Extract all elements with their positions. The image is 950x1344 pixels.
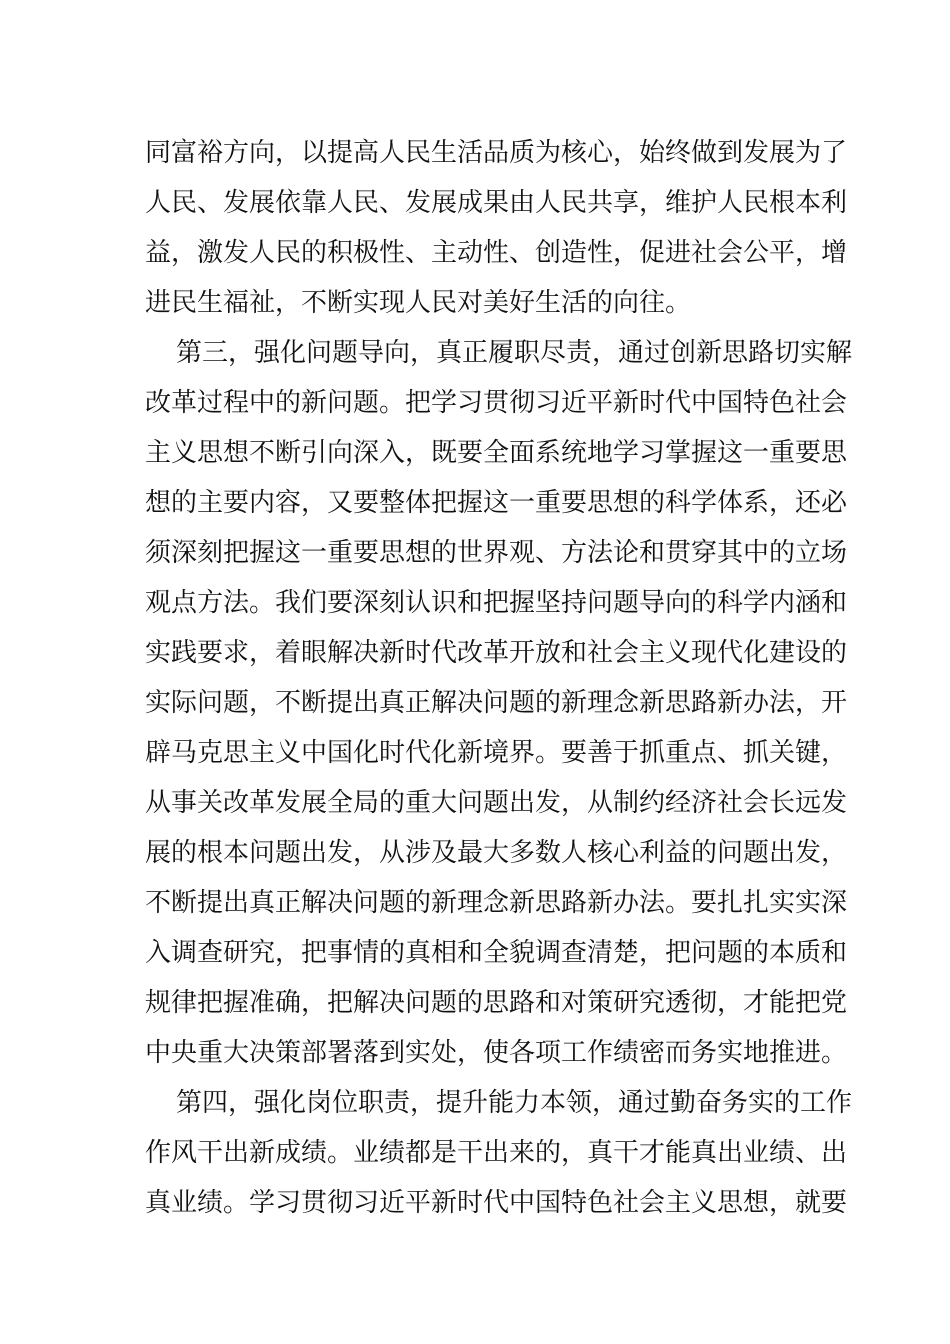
text-line: 不断提出真正解决问题的新理念新思路新办法。要扎扎实实深: [145, 888, 848, 918]
text-line: 规律把握准确，把解决问题的思路和对策研究透彻，才能把党: [145, 988, 848, 1018]
text-line: 益，激发人民的积极性、主动性、创造性，促进社会公平，增: [145, 238, 848, 268]
text-line: 实际问题，不断提出真正解决问题的新理念新思路新办法，开: [145, 688, 848, 718]
text-line: 改革过程中的新问题。把学习贯彻习近平新时代中国特色社会: [145, 388, 848, 418]
text-line: 主义思想不断引向深入，既要全面系统地学习掌握这一重要思: [145, 438, 848, 468]
text-line: 展的根本问题出发，从涉及最大多数人核心利益的问题出发，: [145, 838, 848, 868]
text-line: 真业绩。学习贯彻习近平新时代中国特色社会主义思想，就要: [145, 1188, 848, 1218]
text-line: 实践要求，着眼解决新时代改革开放和社会主义现代化建设的: [145, 638, 848, 668]
paragraph-4-first-line: 第四，强化岗位职责，提升能力本领，通过勤奋务实的工作: [176, 1088, 853, 1118]
text-line: 进民生福祉，不断实现人民对美好生活的向往。: [145, 288, 692, 318]
text-line: 作风干出新成绩。业绩都是干出来的，真干才能真出业绩、出: [145, 1138, 848, 1168]
text-line: 人民、发展依靠人民、发展成果由人民共享，维护人民根本利: [145, 188, 848, 218]
text-line: 中央重大决策部署落到实处，使各项工作绩密而务实地推进。: [145, 1038, 848, 1068]
text-line: 同富裕方向，以提高人民生活品质为核心，始终做到发展为了: [145, 138, 848, 168]
paragraph-3-first-line: 第三，强化问题导向，真正履职尽责，通过创新思路切实解: [176, 338, 853, 368]
document-body: [145, 128, 853, 1228]
text-line: 从事关改革发展全局的重大问题出发，从制约经济社会长远发: [145, 788, 848, 818]
text-line: 观点方法。我们要深刻认识和把握坚持问题导向的科学内涵和: [145, 588, 848, 618]
text-line: 辟马克思主义中国化时代化新境界。要善于抓重点、抓关键，: [145, 738, 848, 768]
text-line: 入调查研究，把事情的真相和全貌调查清楚，把问题的本质和: [145, 938, 848, 968]
text-line: 想的主要内容，又要整体把握这一重要思想的科学体系，还必: [145, 488, 848, 518]
text-line: 须深刻把握这一重要思想的世界观、方法论和贯穿其中的立场: [145, 538, 848, 568]
